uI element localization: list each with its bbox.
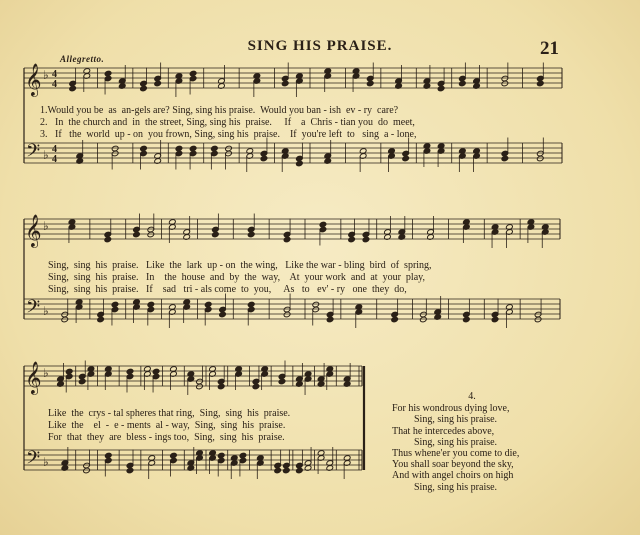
notehead xyxy=(252,383,260,390)
lyric-line: 2. In the church and in the street, Sing, sing his praise. If a Chris - tian you do meet, xyxy=(40,117,415,128)
verse-line: That he intercedes above, xyxy=(392,425,495,437)
bass-clef: 𝄢 xyxy=(26,141,41,166)
notehead xyxy=(140,85,148,92)
notehead xyxy=(463,316,471,323)
notehead xyxy=(283,236,291,243)
lyric-line: 1.Would you be as an-gels are? Sing, sing his praise. Would you ban - ish ev - ry care? xyxy=(40,105,399,116)
notehead xyxy=(366,80,374,87)
flat-sign: ♭ xyxy=(43,148,49,162)
verse-line: Sing, sing his praise. xyxy=(414,481,498,493)
notehead xyxy=(133,231,141,238)
flat-sign: ♭ xyxy=(43,304,49,318)
bass-clef: 𝄢 xyxy=(26,448,41,473)
notehead xyxy=(83,467,91,474)
notehead xyxy=(260,155,268,162)
page-title: SING HIS PRAISE. xyxy=(247,38,393,54)
page-number: 21 xyxy=(540,38,559,59)
notehead xyxy=(501,80,509,87)
notehead xyxy=(491,316,499,323)
lyric-line: 3. If the world up - on you frown, Sing, sing his praise. If you're left to sing a - lone, xyxy=(40,129,417,140)
verse-four xyxy=(392,391,552,493)
flat-sign: ♭ xyxy=(43,366,49,380)
notehead xyxy=(296,467,304,474)
notehead xyxy=(402,155,410,162)
verse-line: Sing, sing his praise. xyxy=(414,414,498,426)
flat-sign: ♭ xyxy=(43,219,49,233)
time-signature: 4 xyxy=(52,154,57,165)
time-signature: 4 xyxy=(52,69,57,80)
verse-line: You shall soar beyond the sky, xyxy=(392,459,514,471)
notehead xyxy=(154,80,162,87)
notehead xyxy=(534,316,542,323)
verse-number: 4. xyxy=(468,391,476,402)
verse-line: And with angel choirs on high xyxy=(392,470,514,482)
notehead xyxy=(281,80,289,87)
verse-line: Sing, sing his praise. xyxy=(414,436,498,448)
lyric-line: For that they are bless - ings too, Sing, sing his praise. xyxy=(48,432,285,443)
notehead xyxy=(247,231,255,238)
treble-clef: 𝄞 xyxy=(25,214,42,247)
treble-clef: 𝄞 xyxy=(25,63,42,96)
notehead xyxy=(348,236,356,243)
notehead xyxy=(283,467,291,474)
notehead xyxy=(78,378,86,385)
notehead xyxy=(278,378,286,385)
notehead xyxy=(391,316,399,323)
notehead xyxy=(326,316,334,323)
flat-sign: ♭ xyxy=(43,455,49,469)
notehead xyxy=(536,80,544,87)
notehead xyxy=(536,155,544,162)
notehead xyxy=(104,236,112,243)
time-signature: 4 xyxy=(52,144,57,155)
notehead xyxy=(437,85,445,92)
lyric-line: Sing, sing his praise. In the house and by the way, At your work and at your play, xyxy=(48,272,425,283)
notehead xyxy=(212,231,220,238)
lyric-line: Sing, sing his praise. If sad tri - als come to you, As to ev' - ry one they do, xyxy=(48,284,407,295)
verse-line: Thus whene'er you come to die, xyxy=(392,448,520,460)
notehead xyxy=(283,311,291,318)
notehead xyxy=(274,467,282,474)
notehead xyxy=(61,316,69,323)
notehead xyxy=(217,383,225,390)
notehead xyxy=(97,316,105,323)
notehead xyxy=(420,316,428,323)
notehead xyxy=(296,160,304,167)
notehead xyxy=(219,311,227,318)
notehead xyxy=(126,467,134,474)
notehead xyxy=(501,155,509,162)
flat-sign: ♭ xyxy=(43,68,49,82)
time-signature: 4 xyxy=(52,79,57,90)
verse-line: For his wondrous dying love, xyxy=(392,403,510,415)
treble-clef: 𝄞 xyxy=(25,361,42,394)
lyric-line: Sing, sing his praise. Like the lark up - on the wing, Like the war - bling bird of spring, xyxy=(48,260,432,271)
notehead xyxy=(196,383,204,390)
lyric-line: Like the el - e - ments al - way, Sing, sing his praise. xyxy=(48,420,286,431)
notehead xyxy=(147,231,155,238)
notehead xyxy=(459,80,467,87)
notehead xyxy=(69,85,77,92)
lyric-line: Like the crys - tal spheres that ring, Sing, sing his praise. xyxy=(48,408,291,419)
bass-clef: 𝄢 xyxy=(26,297,41,322)
tempo-marking: Allegretto. xyxy=(60,54,105,64)
notehead xyxy=(362,236,370,243)
